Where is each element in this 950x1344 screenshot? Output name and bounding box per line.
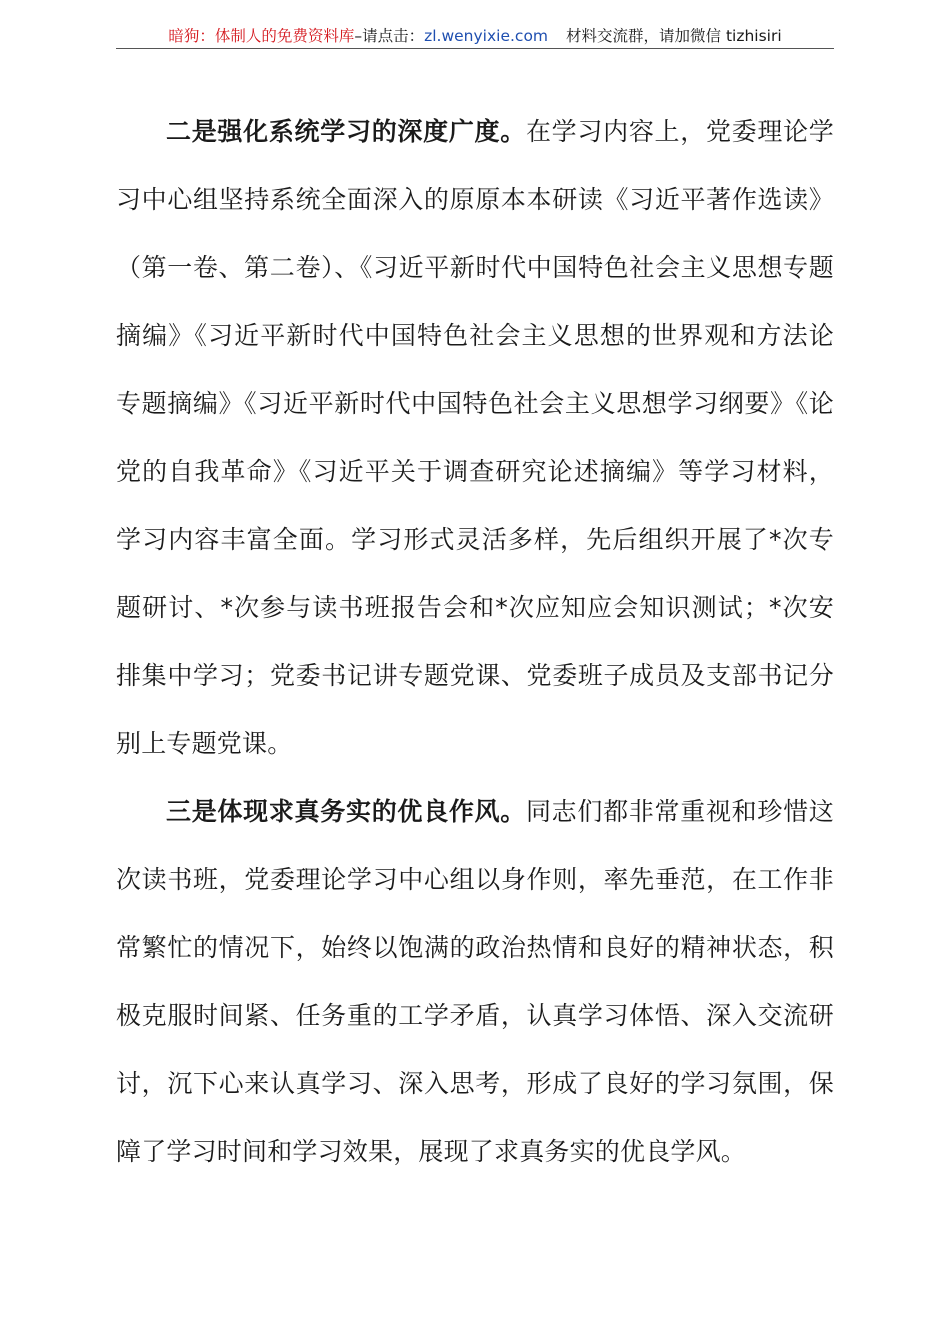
paragraph-text: 在学习内容上，党委理论学习中心组坚持系统全面深入的原原本本研读《习近平著作选读》（第一卷、第二卷）、《习近平新时代中国特色社会主义思想专题摘编》《习近平新时代中国特色社会主义思想的世界观和方法论专题摘编》《习近平新时代中国特色社会主义思想学习纲要》《论党的自我革命》《习近平关于调查研究论述摘编》等学习材料，学习内容丰富全面。学习形式灵活多样，先后组织开展了*次专题研讨、*次参与读书班报告会和*次应知应会知识测试；*次安排集中学习；党委书记讲专题党课、党委班子成员及支部书记分别上专题党课。	[116, 117, 834, 758]
page-header	[116, 24, 834, 49]
header-group-note: 材料交流群，请加微信 tizhisiri	[566, 27, 782, 45]
paragraph-2	[116, 98, 834, 778]
paragraph-heading: 二是强化系统学习的深度广度。	[166, 117, 526, 146]
header-url-link[interactable]: zl.wenyixie.com	[424, 27, 549, 45]
paragraph-3	[116, 778, 834, 1186]
header-site-name: 暗狗：体制人的免费资料库	[168, 27, 355, 45]
document-body	[116, 98, 834, 1186]
header-prompt: –请点击：	[354, 27, 425, 45]
paragraph-text: 同志们都非常重视和珍惜这次读书班，党委理论学习中心组以身作则，率先垂范，在工作非常繁忙的情况下，始终以饱满的政治热情和良好的精神状态，积极克服时间紧、任务重的工学矛盾，认真学习体悟、深入交流研讨，沉下心来认真学习、深入思考，形成了良好的学习氛围，保障了学习时间和学习效果，展现了求真务实的优良学风。	[116, 797, 834, 1166]
paragraph-heading: 三是体现求真务实的优良作风。	[166, 797, 526, 826]
